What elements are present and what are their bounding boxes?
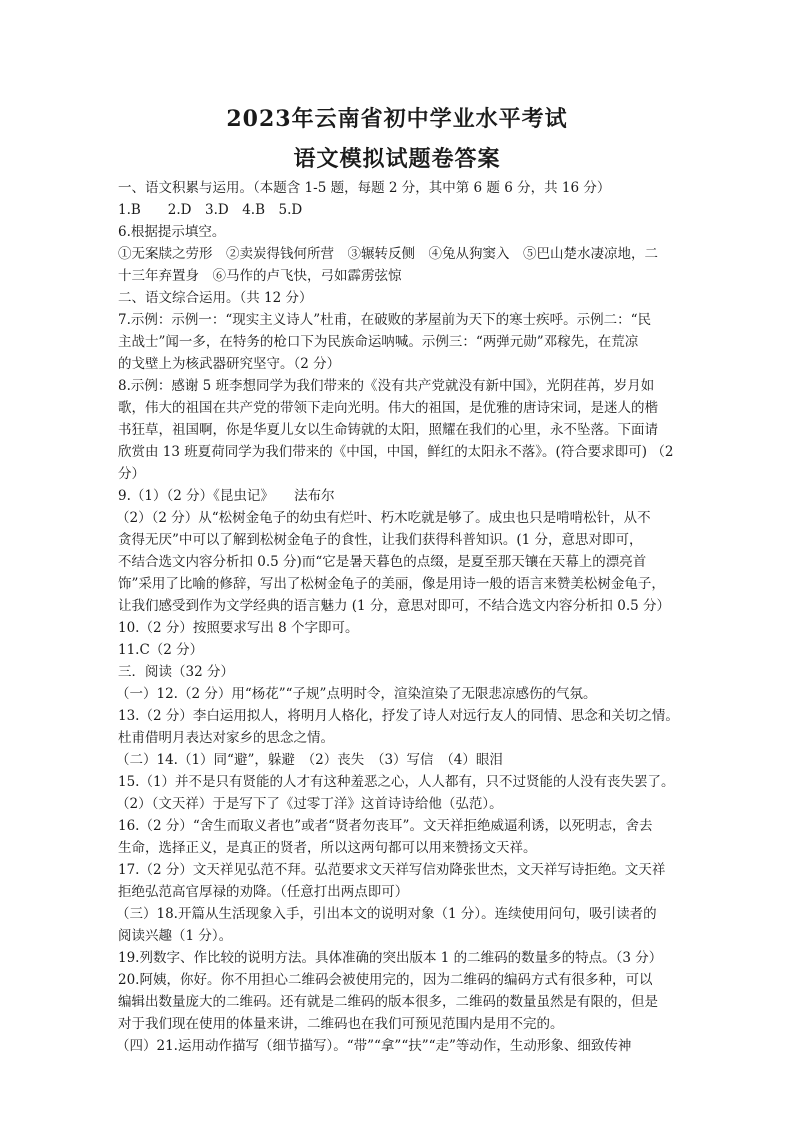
answer-line: （2）（2 分）从“松树金龟子的幼虫有烂叶、朽木吃就是够了。成虫也只是啃啃松针，从不 bbox=[116, 510, 651, 526]
answer-line: （一）12.（2 分）用“杨花”“子规”点明时令，渲染渲染了无限悲凉感伤的气氛。 bbox=[116, 686, 597, 702]
answer-line: （二）14.（1）同“避”，躲避 （2）丧失 （3）写信 （4）眼泪 bbox=[116, 752, 503, 768]
answer-line: 生命，选择正义，是真正的贤者，所以这两句都可以用来赞扬文天祥。 bbox=[118, 840, 537, 856]
answer-line: 分） bbox=[118, 466, 145, 482]
exam-subtitle: 语文模拟试题卷答案 bbox=[293, 146, 501, 172]
answer-line: 20.阿姨，你好。你不用担心二维码会被使用完的，因为二维码的编码方式有很多种，可以 bbox=[118, 972, 653, 988]
answer-line: 饰”采用了比喻的修辞，写出了松树金龟子的美丽，像是用诗一般的语言来赞美松树金龟子， bbox=[118, 576, 665, 592]
answer-line: 16.（2 分）“舍生而取义者也”或者“贤者勿丧耳”。文天祥拒绝威逼利诱，以死明志，舍去 bbox=[118, 818, 653, 834]
answer-line: 15.（1）并不是只有贤能的人才有这种羞恶之心，人人都有，只不过贤能的人没有丧失罢了。 bbox=[118, 774, 675, 790]
answer-line: 1.B 2.D 3.D 4.B 5.D bbox=[118, 202, 303, 218]
answer-line: 拒绝弘范高官厚禄的劝降。（任意打出两点即可） bbox=[118, 884, 409, 900]
answer-line: 不结合选文内容分析扣 0.5 分)而“它是暑天暮色的点缀，是夏至那天镶在天幕上的漂亮首 bbox=[118, 554, 647, 570]
section-2-heading: 二、语文综合运用。（共 12 分） bbox=[118, 290, 313, 306]
answer-line: 11.C（2 分） bbox=[118, 642, 204, 658]
section-1-heading: 一、语文积累与运用。（本题含 1-5 题，每题 2 分，其中第 6 题 6 分，共 16 分） bbox=[118, 180, 611, 196]
answer-line: 歌，伟大的祖国在共产党的带领下走向光明。伟大的祖国，是优雅的唐诗宋词，是迷人的楷 bbox=[118, 400, 658, 416]
answer-line: 阅读兴趣（1 分）。 bbox=[118, 928, 233, 944]
answer-line: 的戈壁上为核武器研究坚守。（2 分） bbox=[118, 356, 341, 372]
answer-line: （三）18.开篇从生活现象入手，引出本文的说明对象（1 分）。连续使用问句，吸引读者的 bbox=[116, 906, 657, 922]
answer-line: 书狂草，祖国啊，你是华夏儿女以生命铸就的太阳，照耀在我们的心里，永不坠落。下面请 bbox=[118, 422, 658, 438]
answer-line: 9.（1）（2 分）《昆虫记》 法布尔 bbox=[118, 488, 335, 504]
answer-line: 8.示例：感谢 5 班李想同学为我们带来的《没有共产党就没有新中国》，光阴荏苒，岁月如 bbox=[118, 378, 655, 394]
answer-line: 17.（2 分）文天祥见弘范不拜。弘范要求文天祥写信劝降张世杰，文天祥写诗拒绝。文天祥 bbox=[118, 862, 666, 878]
answer-line: 主战士”闻一多，在特务的枪口下为民族命运呐喊。示例三：“两弹元勋”邓稼先，在荒凉 bbox=[118, 334, 639, 350]
answer-line: （四）21.运用动作描写（细节描写）。“带”“拿”“扶”“走”等动作，生动形象、细致传神 bbox=[116, 1038, 632, 1054]
answer-line: 让我们感受到作为文学经典的语言魅力 (1 分，意思对即可，不结合选文内容分析扣 0.5 分） bbox=[118, 598, 670, 614]
answer-line: 7.示例：示例一：“现实主义诗人”杜甫，在破败的茅屋前为天下的寒士疾呼。示例二：“民 bbox=[118, 312, 652, 328]
section-3-heading: 三．阅读（32 分） bbox=[118, 664, 234, 680]
answer-line: 贪得无厌”中可以了解到松树金龟子的食性，让我们获得科普知识。(1 分，意思对即可， bbox=[118, 532, 643, 548]
answer-line: 10.（2 分）按照要求写出 8 个字即可。 bbox=[118, 620, 359, 636]
answer-line: ①无案牍之劳形 ②卖炭得钱何所营 ③辗转反侧 ④兔从狗窦入 ⑤巴山楚水凄凉地，二 bbox=[118, 246, 658, 262]
answer-line: （2）（文天祥）于是写下了《过零丁洋》这首诗诗给他（弘范）。 bbox=[116, 796, 503, 812]
answer-line: 19.列数字、作比较的说明方法。具体准确的突出版本 1 的二维码的数量多的特点。（3 分） bbox=[118, 950, 663, 966]
answer-line: 杜甫借明月表达对家乡的思念之情。 bbox=[118, 730, 334, 746]
answer-line: 6.根据提示填空。 bbox=[118, 224, 226, 240]
exam-title: 2023年云南省初中学业水平考试 bbox=[226, 106, 568, 132]
answer-line: 对于我们现在使用的体量来讲，二维码也在我们可预见范围内是用不完的。 bbox=[118, 1016, 564, 1032]
answer-line: 13.（2 分）李白运用拟人，将明月人格化，抒发了诗人对远行友人的同情、思念和关切之情。 bbox=[118, 708, 679, 724]
answer-line: 十三年弃置身 ⑥马作的卢飞快，弓如霹雳弦惊 bbox=[118, 268, 402, 284]
answer-line: 编辑出数量庞大的二维码。还有就是二维码的版本很多，二维码的数量虽然是有限的，但是 bbox=[118, 994, 658, 1010]
answer-line: 欣赏由 13 班夏荷同学为我们带来的《中国，中国，鲜红的太阳永不落》。(符合要求即可) （2 bbox=[118, 444, 674, 460]
